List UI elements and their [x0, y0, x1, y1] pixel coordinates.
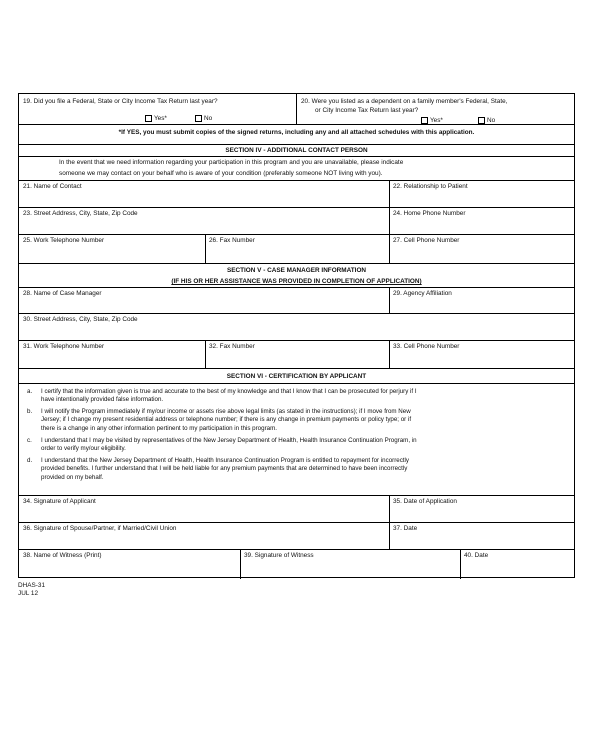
- field-30-street-address[interactable]: 30. Street Address, City, State, Zip Code: [23, 316, 138, 323]
- q20-label-line1: 20. Were you listed as a dependent on a family member's Federal, State,: [301, 98, 508, 105]
- field-32-fax[interactable]: 32. Fax Number: [209, 343, 255, 350]
- field-29-agency-affiliation[interactable]: 29. Agency Affiliation: [393, 290, 452, 297]
- divider: [205, 234, 206, 263]
- item-marker: d.: [27, 457, 33, 464]
- section-v-title: SECTION V - CASE MANAGER INFORMATION: [226, 267, 367, 274]
- field-26-fax[interactable]: 26. Fax Number: [209, 237, 255, 244]
- divider: [296, 94, 297, 124]
- divider: [205, 340, 206, 368]
- q20-yes-checkbox[interactable]: [421, 117, 428, 124]
- item-line: Jersey; if I change my present residential address or telephone number; if there is any change in premium payments or policy type; or if: [41, 416, 412, 424]
- section-vi-title: SECTION VI - CERTIFICATION BY APPLICANT: [226, 373, 367, 380]
- divider: [19, 287, 574, 288]
- q19-label: 19. Did you file a Federal, State or City Income Tax Return last year?: [23, 98, 218, 105]
- divider: [19, 340, 574, 341]
- q19-yes-label: Yes*: [154, 115, 167, 122]
- item-marker: b.: [27, 408, 33, 415]
- form-revision-date: JUL 12: [18, 590, 39, 597]
- divider: [19, 368, 574, 369]
- field-25-work-phone[interactable]: 25. Work Telephone Number: [23, 237, 105, 244]
- field-37-date[interactable]: 37. Date: [393, 525, 418, 532]
- divider: [19, 263, 574, 264]
- item-line: I will notify the Program immediately if my/our income or assets rise above legal limits (as stated in the instructions); if I move from New: [41, 408, 411, 415]
- q19-no-checkbox[interactable]: [195, 115, 202, 122]
- q19-no-label: No: [204, 115, 213, 122]
- field-39-witness-signature[interactable]: 39. Signature of Witness: [244, 552, 314, 559]
- field-35-application-date[interactable]: 35. Date of Application: [393, 498, 457, 505]
- q20-no-checkbox[interactable]: [478, 117, 485, 124]
- section-iv-title: SECTION IV - ADDITIONAL CONTACT PERSON: [225, 147, 368, 154]
- item-line: order to verify my/our eligibility.: [41, 445, 126, 453]
- field-23-street-address[interactable]: 23. Street Address, City, State, Zip Code: [23, 210, 138, 217]
- divider: [19, 495, 574, 496]
- item-line: I understand that the New Jersey Department of Health, Health Insurance Continuation Program is entitled to repayment for incorrectly: [41, 457, 409, 464]
- q20-yes-label: Yes*: [430, 117, 443, 124]
- item-line: provided on my behalf.: [41, 473, 104, 481]
- divider: [389, 207, 390, 234]
- tax-return-note: *If YES, you must submit copies of the signed returns, including any and all attached schedules with this application.: [118, 129, 475, 136]
- divider: [19, 144, 574, 145]
- item-line: provided benefits. I further understand that I will be held liable for any premium payments that are determined to have been incorrectly: [41, 465, 408, 473]
- item-line: I certify that the information given is true and accurate to the best of my knowledge and that I know that I can be prosecuted for perjury if I: [41, 388, 417, 395]
- divider: [389, 522, 390, 549]
- divider: [19, 383, 574, 384]
- divider: [240, 549, 241, 579]
- divider: [19, 549, 574, 550]
- divider: [19, 180, 574, 181]
- application-form: [18, 93, 575, 578]
- field-40-date[interactable]: 40. Date: [464, 552, 489, 559]
- divider: [19, 207, 574, 208]
- item-line: have intentionally provided false information.: [41, 396, 164, 404]
- q19-yes-checkbox[interactable]: [145, 115, 152, 122]
- field-38-witness-name[interactable]: 38. Name of Witness (Print): [23, 552, 102, 559]
- divider: [19, 234, 574, 235]
- form-code: DHAS-31: [18, 582, 45, 589]
- section-iv-intro-line2: someone we may contact on your behalf who is aware of your condition (preferably someone NOT living with you).: [59, 170, 383, 177]
- divider: [460, 549, 461, 579]
- field-31-work-phone[interactable]: 31. Work Telephone Number: [23, 343, 105, 350]
- divider: [389, 180, 390, 207]
- divider: [389, 495, 390, 522]
- field-22-relationship[interactable]: 22. Relationship to Patient: [393, 183, 468, 190]
- section-iv-intro-line1: In the event that we need information regarding your participation in this program and you are unavailable, please indicate: [59, 159, 404, 166]
- field-33-cell-phone[interactable]: 33. Cell Phone Number: [393, 343, 460, 350]
- divider: [19, 124, 574, 125]
- divider: [389, 287, 390, 313]
- field-34-applicant-signature[interactable]: 34. Signature of Applicant: [23, 498, 96, 505]
- q20-no-label: No: [487, 117, 496, 124]
- item-line: I understand that I may be visited by representatives of the New Jersey Department of Health, Health Insurance Continuation Program, in: [41, 437, 417, 444]
- divider: [19, 313, 574, 314]
- divider: [389, 234, 390, 263]
- divider: [19, 522, 574, 523]
- q20-label-line2: or City Income Tax Return last year?: [315, 107, 419, 114]
- item-marker: c.: [27, 437, 32, 444]
- field-24-home-phone[interactable]: 24. Home Phone Number: [393, 210, 466, 217]
- divider: [389, 340, 390, 368]
- field-36-spouse-signature[interactable]: 36. Signature of Spouse/Partner, if Married/Civil Union: [23, 525, 177, 532]
- field-21-contact-name[interactable]: 21. Name of Contact: [23, 183, 82, 190]
- item-line: there is a change in any other information pertinent to my participation in this program.: [41, 424, 277, 432]
- section-v-subtitle: (IF HIS OR HER ASSISTANCE WAS PROVIDED IN COMPLETION OF APPLICATION): [171, 278, 422, 285]
- field-27-cell-phone[interactable]: 27. Cell Phone Number: [393, 237, 460, 244]
- item-marker: a.: [27, 388, 33, 395]
- field-28-case-manager-name[interactable]: 28. Name of Case Manager: [23, 290, 102, 297]
- divider: [19, 156, 574, 157]
